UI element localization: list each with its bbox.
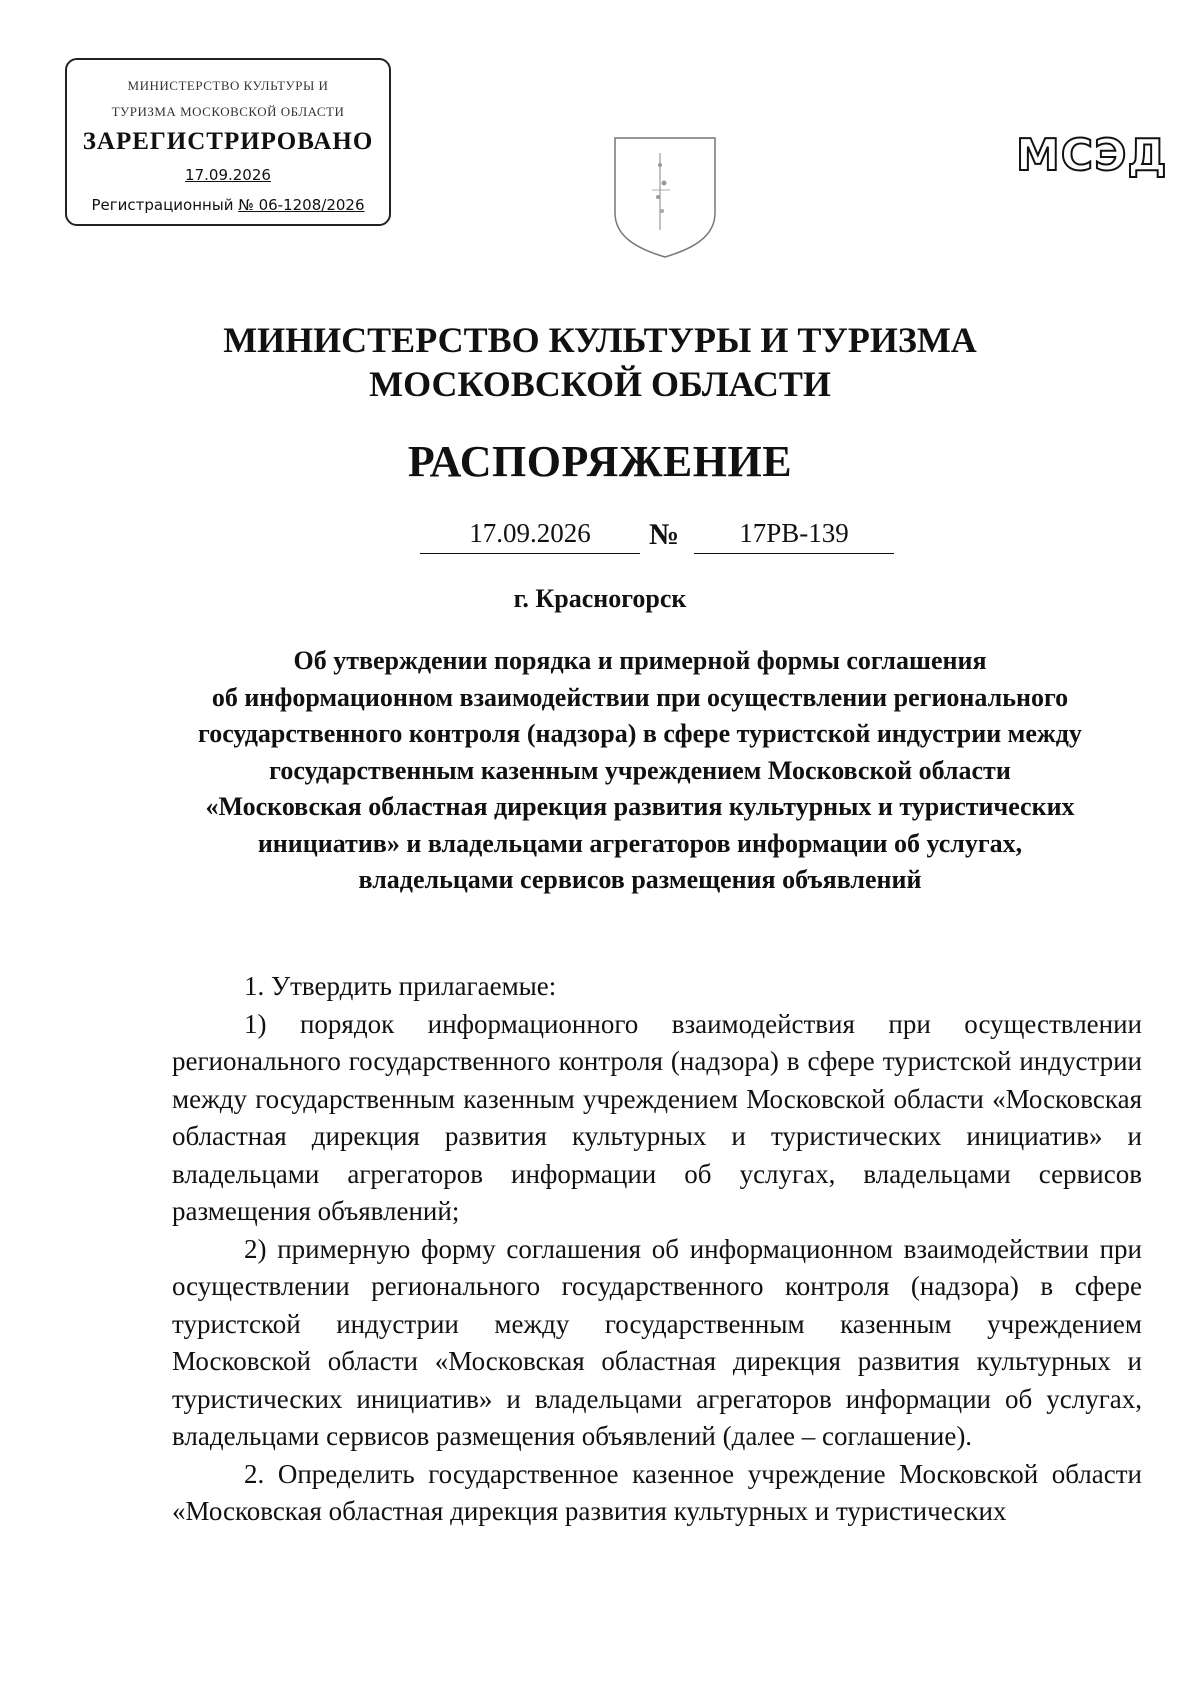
stamp-org-line2: ТУРИЗМА МОСКОВСКОЙ ОБЛАСТИ bbox=[111, 104, 345, 119]
stamp-registration-number: Регистрационный № 06-1208/2026 bbox=[91, 196, 365, 214]
subject-line: государственным казенным учреждением Московской области bbox=[269, 755, 1011, 785]
number-sign: № bbox=[649, 518, 680, 551]
ministry-line1: МИНИСТЕРСТВО КУЛЬТУРЫ И ТУРИЗМА bbox=[223, 320, 977, 360]
stamp-date: 17.09.2026 bbox=[185, 166, 271, 184]
registration-stamp bbox=[65, 58, 391, 226]
ministry-name bbox=[0, 318, 1200, 406]
document-number: 17РВ-139 bbox=[694, 518, 894, 554]
document-date: 17.09.2026 bbox=[420, 518, 640, 554]
subject-line: Об утверждении порядка и примерной формы соглашения bbox=[293, 646, 987, 675]
subject-line: государственного контроля (надзора) в сфере туристской индустрии между bbox=[198, 719, 1082, 748]
stamp-title: ЗАРЕГИСТРИРОВАНО bbox=[82, 128, 374, 155]
stamp-org-line1: МИНИСТЕРСТВО КУЛЬТУРЫ И bbox=[127, 78, 329, 93]
ministry-line2: МОСКОВСКОЙ ОБЛАСТИ bbox=[369, 364, 831, 404]
coat-of-arms-icon bbox=[612, 135, 718, 260]
body-paragraph: 1. Утвердить прилагаемые: bbox=[244, 971, 557, 1001]
subject-line: об информационном взаимодействии при осуществлении регионального bbox=[211, 682, 1069, 712]
body-paragraph: 1) порядок информационного взаимодействия при осуществлении регионального государственного контроля (надзора) в сфере туристской индустрии между государственным казенным учреждением Московской области «Московская областная дирекция развития культурных и туристических инициатив» и владельцами агрегаторов информации об услугах, владельцами сервисов размещения объявлений; bbox=[172, 1008, 1142, 1226]
document-subject bbox=[160, 643, 1120, 899]
msed-mark: МСЭД bbox=[1016, 130, 1168, 181]
body-paragraph: 2. Определить государственное казенное учреждение Московской области «Московская областная дирекция развития культурных и туристических bbox=[172, 1458, 1142, 1526]
subject-line: владельцами сервисов размещения объявлений bbox=[358, 865, 922, 894]
subject-line: инициатив» и владельцами агрегаторов информации об услугах, bbox=[257, 828, 1023, 858]
city: г. Красногорск bbox=[513, 584, 687, 613]
document-type: РАСПОРЯЖЕНИЕ bbox=[407, 437, 793, 486]
subject-line: «Московская областная дирекция развития культурных и туристических bbox=[205, 792, 1075, 821]
body-paragraph: 2) примерную форму соглашения об информационном взаимодействии при осуществлении регионального государственного контроля (надзора) в сфере туристской индустрии между государственным казенным учреждением Московской области «Московская областная дирекция развития культурных и туристических инициатив» и владельцами агрегаторов информации об услугах, владельцами сервисов размещения объявлений (далее – соглашение). bbox=[172, 1233, 1142, 1451]
document-body bbox=[172, 968, 1142, 1531]
